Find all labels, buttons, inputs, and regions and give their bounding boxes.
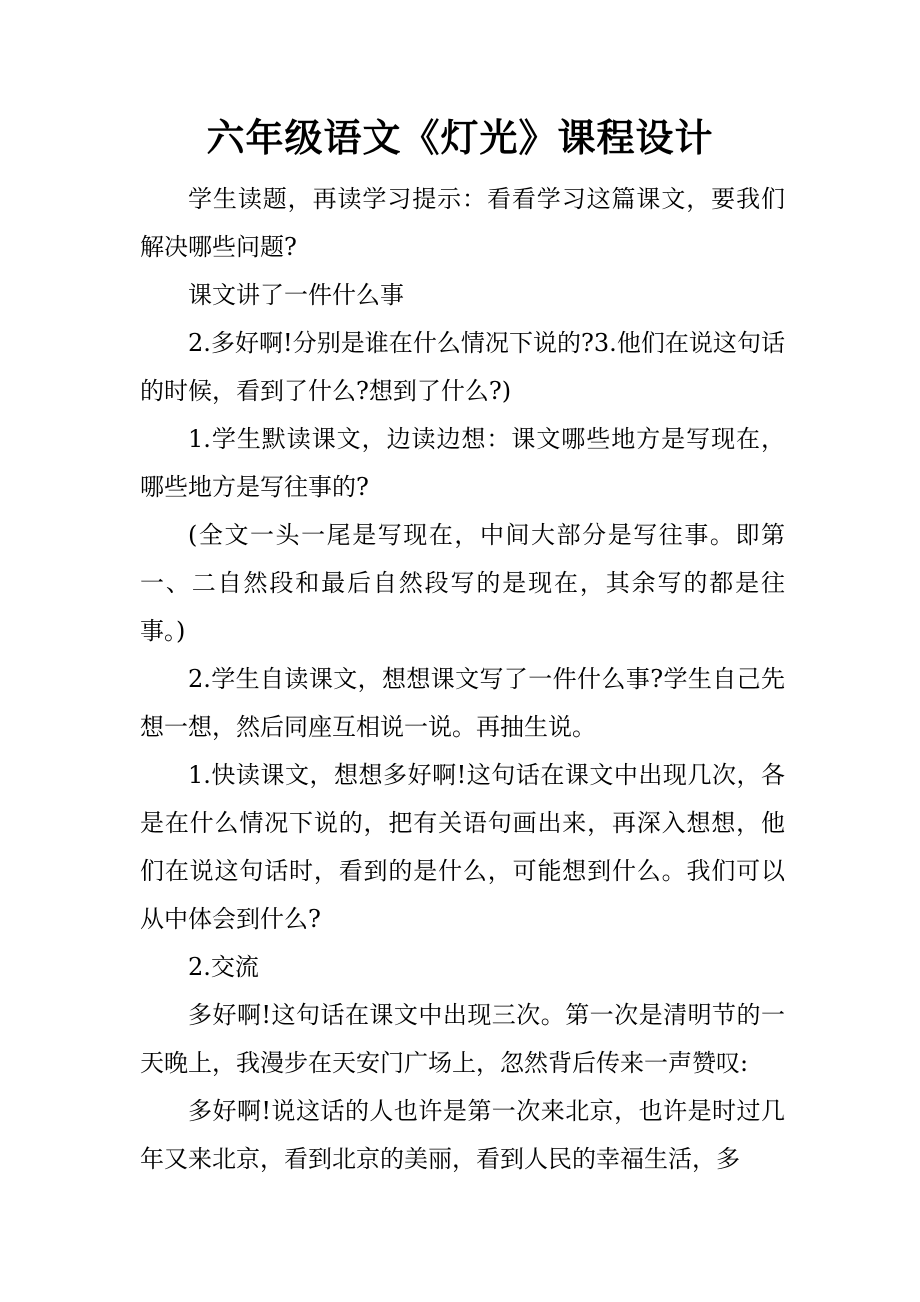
paragraph: 2.交流 xyxy=(188,953,259,981)
paragraph: 学生读题，再读学习提示：看看学习这篇课文，要我们解决哪些问题? xyxy=(140,185,785,261)
document-body xyxy=(140,175,785,1183)
paragraph: 1.学生默读课文，边读边想：课文哪些地方是写现在，哪些地方是写往事的? xyxy=(140,425,785,501)
paragraph: (全文一头一尾是写现在，中间大部分是写往事。即第一、二自然段和最后自然段写的是现在，其余写的都是往事。) xyxy=(140,521,785,645)
paragraph: 多好啊!这句话在课文中出现三次。第一次是清明节的一天晚上，我漫步在天安门广场上，忽然背后传来一声赞叹: xyxy=(140,1001,785,1077)
paragraph: 多好啊!说这话的人也许是第一次来北京，也许是时过几年又来北京，看到北京的美丽，看到人民的幸福生活，多 xyxy=(140,1097,785,1173)
paragraph: 2.学生自读课文，想想课文写了一件什么事?学生自己先想一想，然后同座互相说一说。再抽生说。 xyxy=(140,665,785,741)
paragraph: 课文讲了一件什么事 xyxy=(188,281,404,309)
document-title: 六年级语文《灯光》课程设计 xyxy=(206,115,714,160)
paragraph: 2.多好啊!分别是谁在什么情况下说的?3.他们在说这句话的时候，看到了什么?想到了什么?) xyxy=(140,329,785,405)
paragraph: 1.快读课文，想想多好啊!这句话在课文中出现几次，各是在什么情况下说的，把有关语句画出来，再深入想想，他们在说这句话时，看到的是什么，可能想到什么。我们可以从中体会到什么? xyxy=(140,761,785,933)
